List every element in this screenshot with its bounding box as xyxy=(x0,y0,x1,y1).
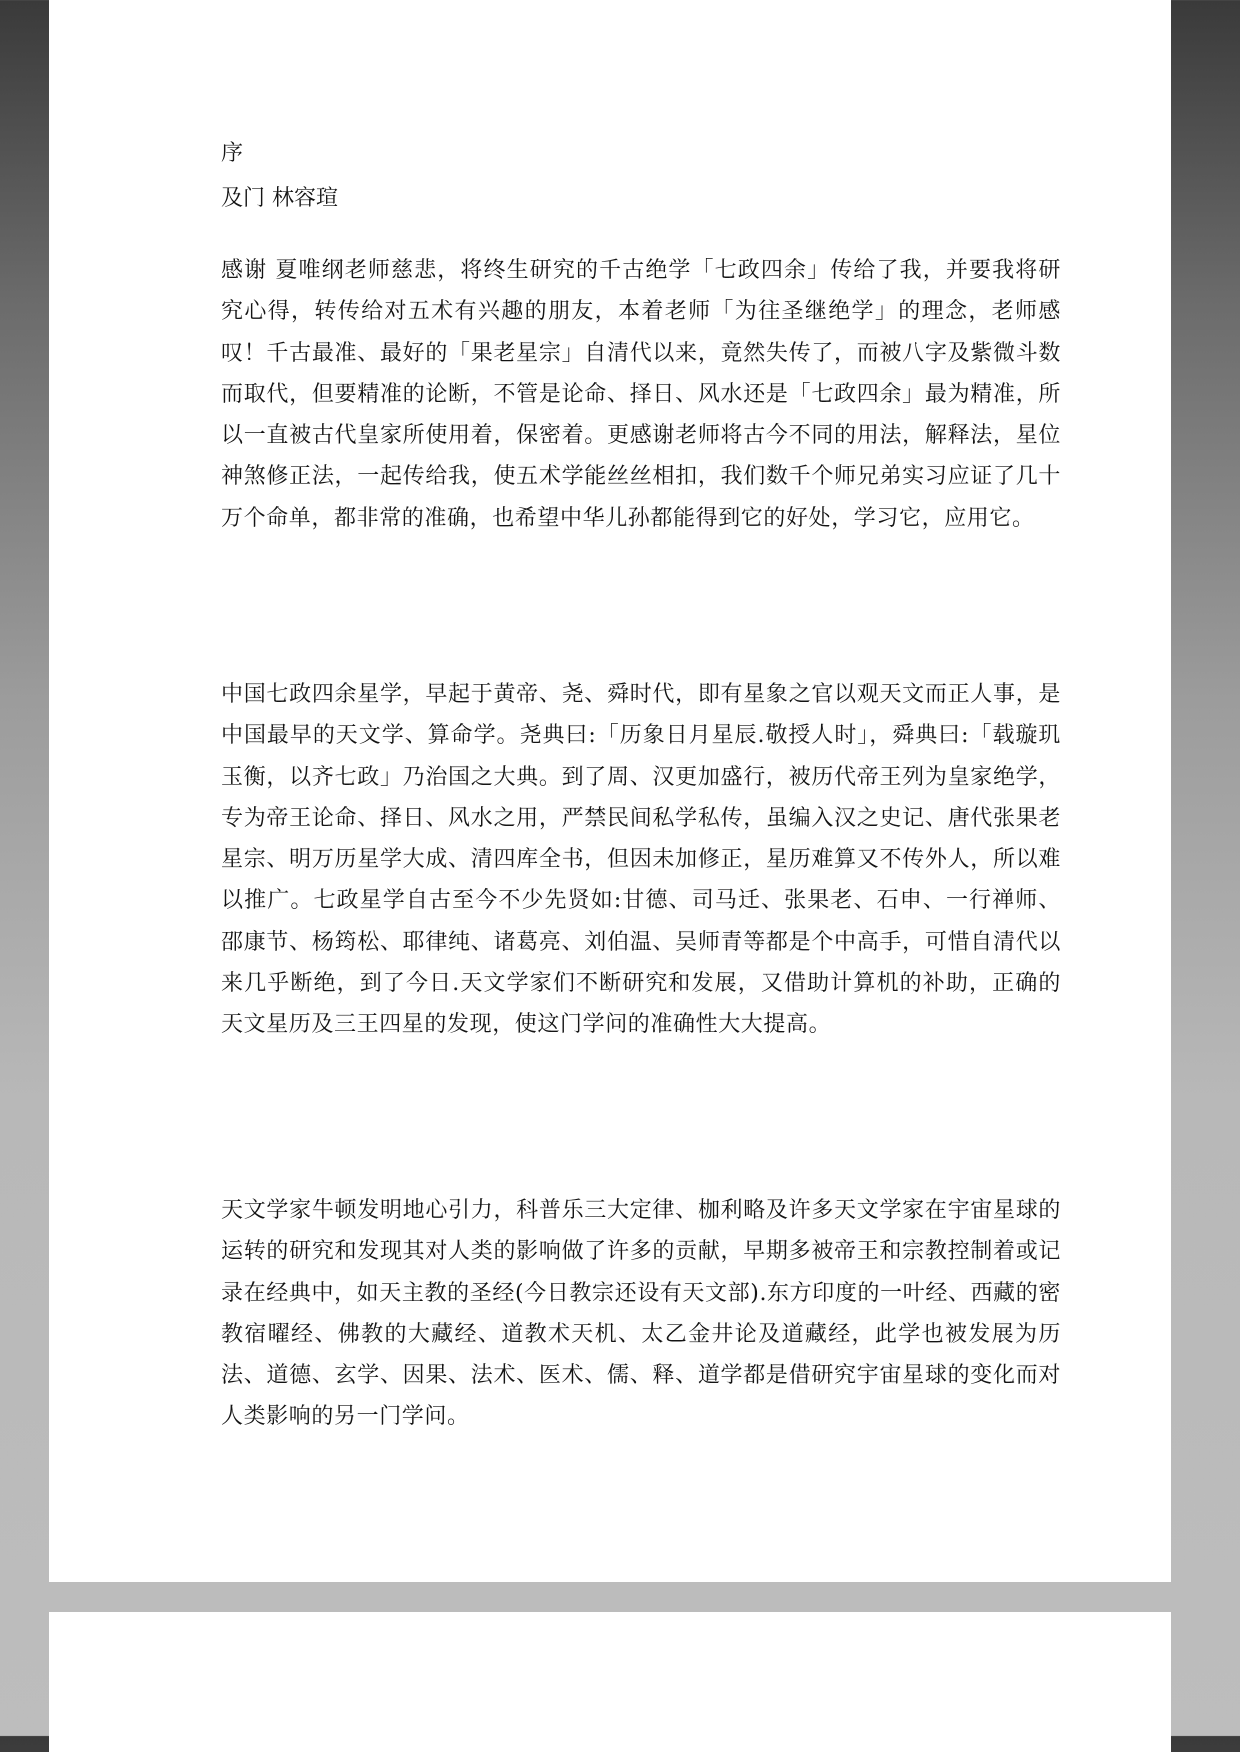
paragraph-3: 天文学家牛顿发明地心引力，科普乐三大定律、枷利略及许多天文学家在宇宙星球的运转的研究和发现其对人类的影响做了许多的贡献，早期多被帝王和宗教控制着或记录在经典中，如天主教的圣经(今日教宗还设有天文部).东方印度的一叶经、西藏的密教宿曜经、佛教的大藏经、道教术天机、太乙金井论及道藏经，此学也被发展为历法、道德、玄学、因果、法术、医术、儒、释、道学都是借研究宇宙星球的变化而对人类影响的另一门学问。 xyxy=(221,1198,1061,1430)
next-document-page xyxy=(49,1612,1171,1752)
document-page xyxy=(49,0,1171,1582)
paragraph-1: 感谢 夏唯纲老师慈悲，将终生研究的千古绝学「七政四余」传给了我，并要我将研究心得，转传给对五术有兴趣的朋友，本着老师「为往圣继绝学」的理念，老师感叹！千古最准、最好的「果老星宗」自清代以来，竟然失传了，而被八字及紫微斗数而取代，但要精准的论断，不管是论命、择日、风水还是「七政四余」最为精准，所以一直被古代皇家所使用着，保密着。更感谢老师将古今不同的用法，解释法，星位神煞修正法，一起传给我，使五术学能丝丝相扣，我们数千个师兄弟实习应证了几十万个命单，都非常的准确，也希望中华儿孙都能得到它的好处，学习它，应用它。 xyxy=(221,258,1061,531)
paragraph-2: 中国七政四余星学，早起于黄帝、尧、舜时代，即有星象之官以观天文而正人事，是中国最早的天文学、算命学。尧典曰:「历象日月星辰.敬授人时」，舜典曰:「载璇玑玉衡，以齐七政」乃治国之大典。到了周、汉更加盛行，被历代帝王列为皇家绝学，专为帝王论命、择日、风水之用，严禁民间私学私传，虽编入汉之史记、唐代张果老星宗、明万历星学大成、清四库全书，但因未加修正，星历难算又不传外人，所以难以推广。七政星学自古至今不少先贤如:甘德、司马迁、张果老、石申、一行禅师、邵康节、杨筠松、耶律纯、诸葛亮、刘伯温、吴师青等都是个中高手，可惜自清代以来几乎断绝，到了今日.天文学家们不断研究和发展，又借助计算机的补助，正确的天文星历及三王四星的发现，使这门学问的准确性大大提高。 xyxy=(221,682,1061,1038)
author-line: 及门 林容瑄 xyxy=(221,186,338,211)
preface-title: 序 xyxy=(221,141,244,166)
